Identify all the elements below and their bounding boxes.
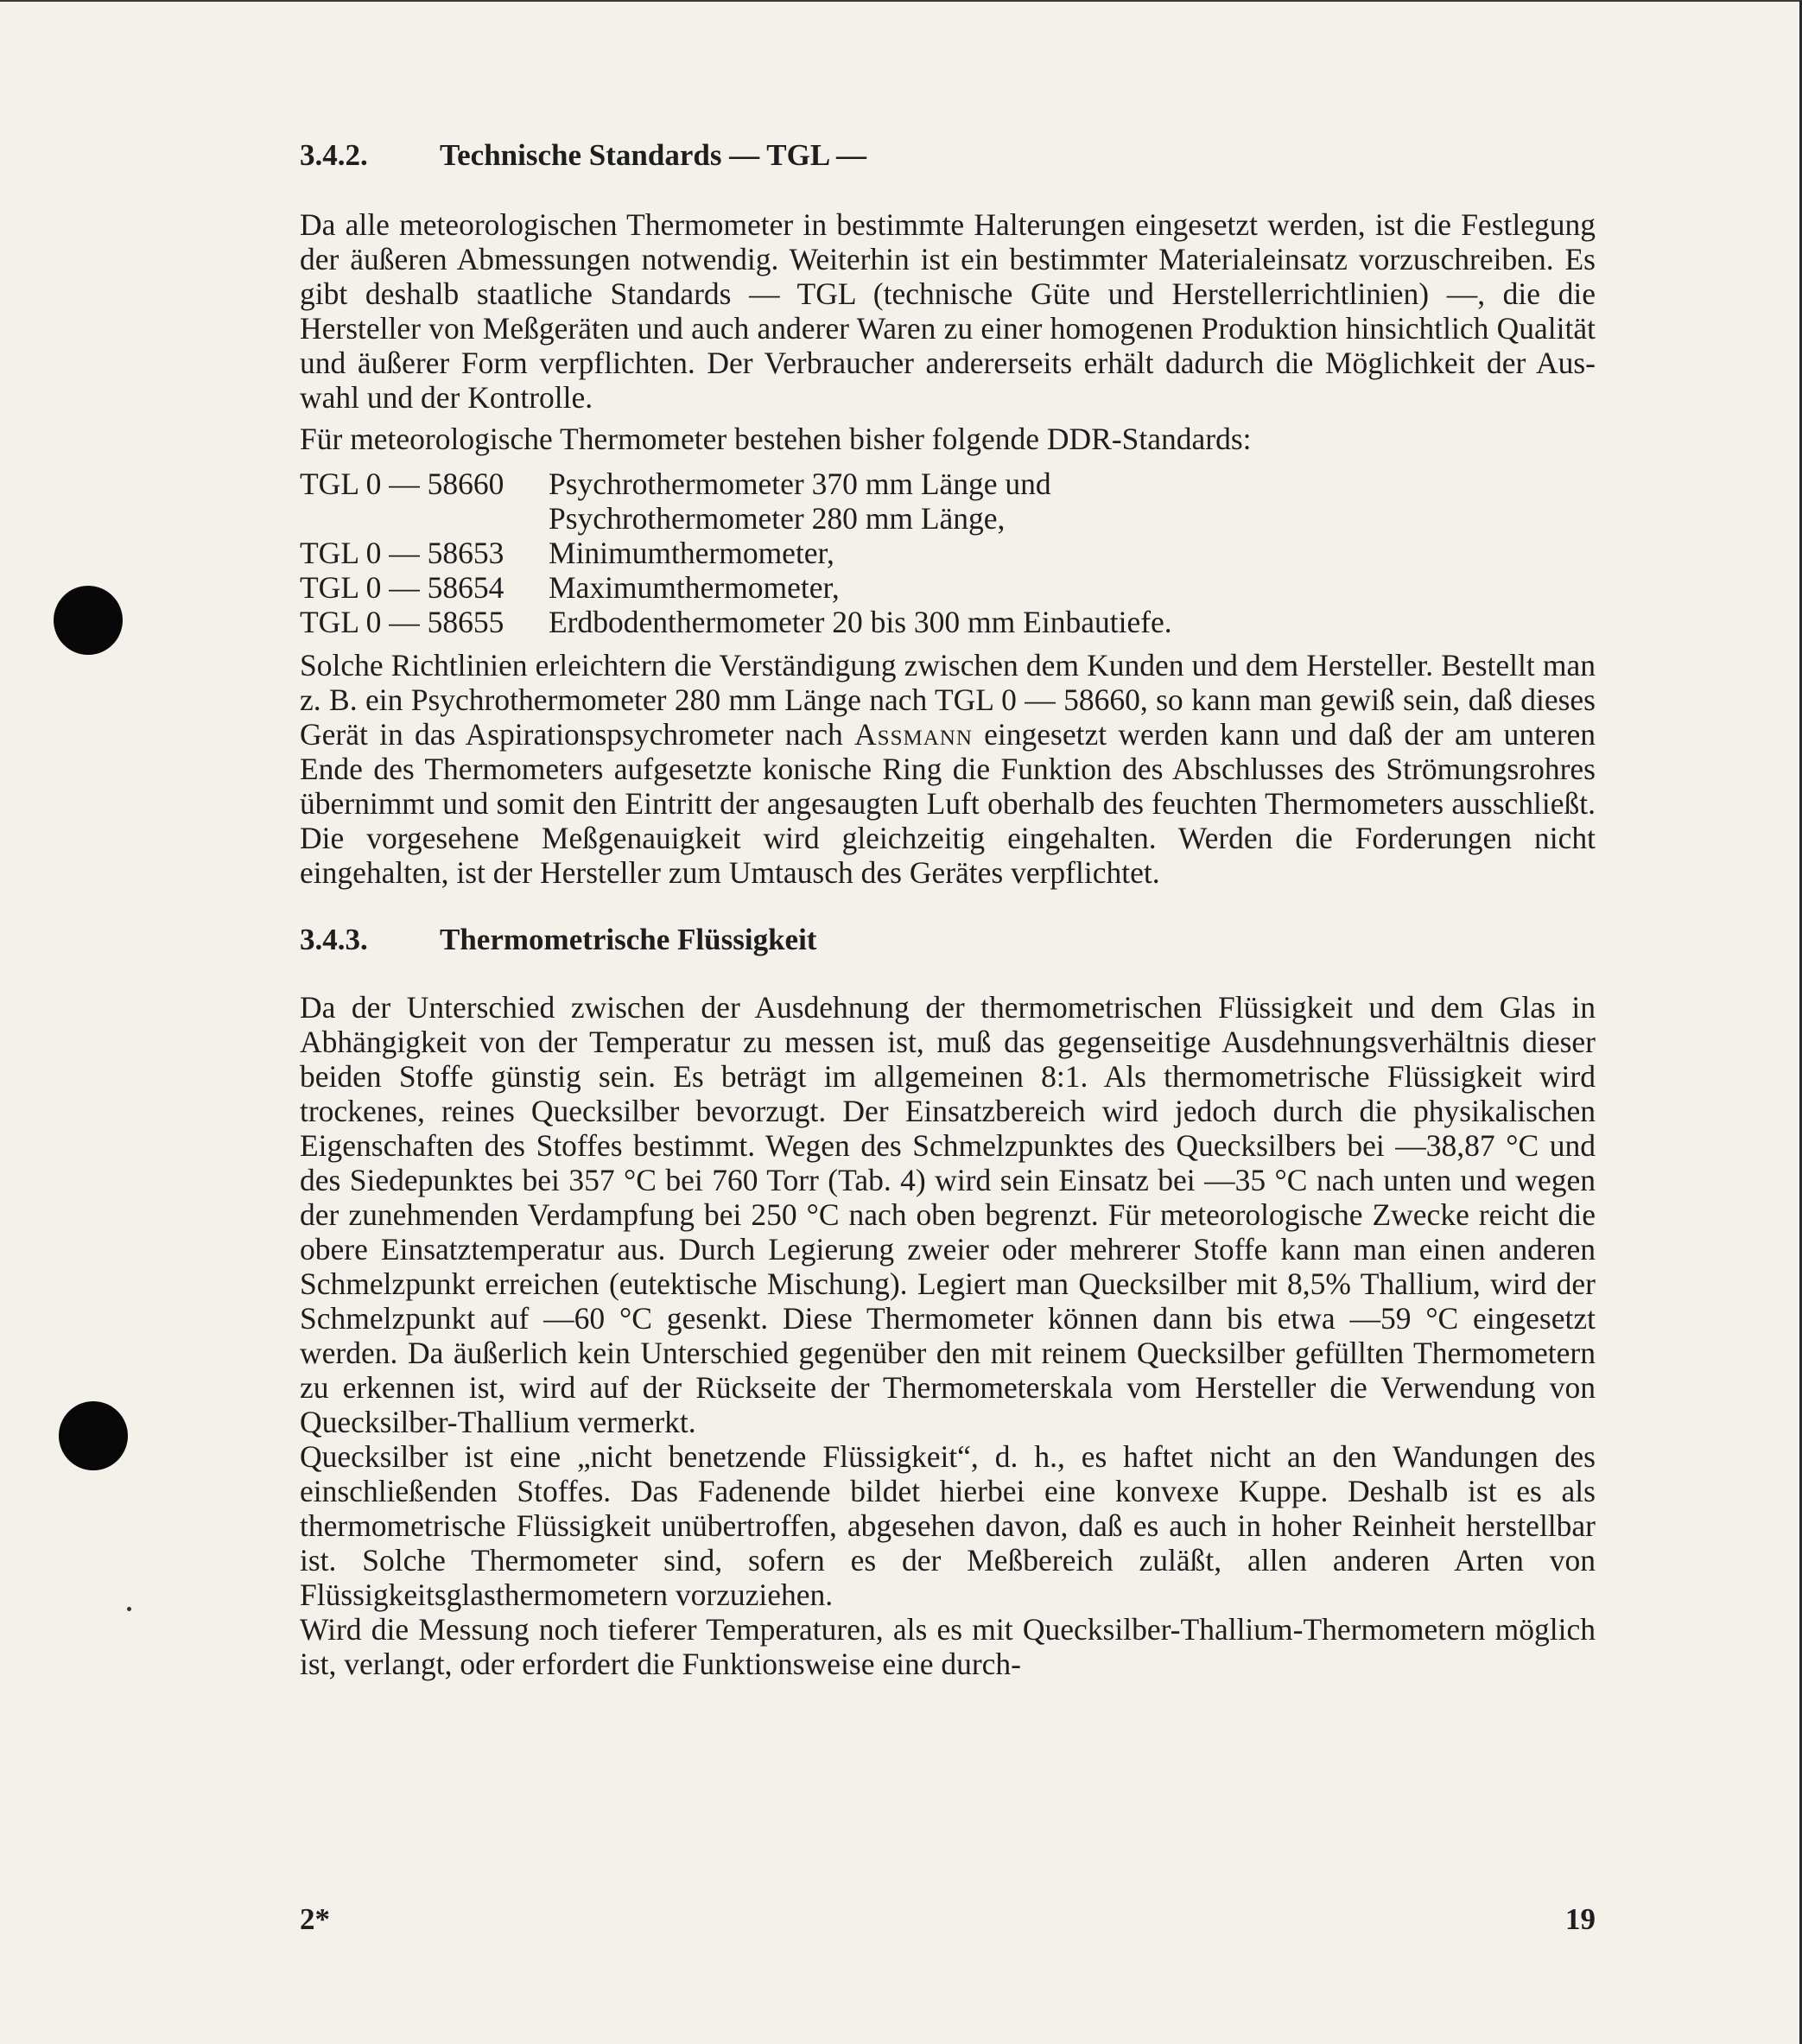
standards-list-item bbox=[300, 501, 1596, 536]
paper-speck bbox=[127, 1607, 131, 1611]
standard-code: TGL 0 — 58655 bbox=[300, 605, 504, 639]
standards-list-item bbox=[300, 536, 1596, 570]
standards-list-item bbox=[300, 605, 1596, 639]
standard-code: TGL 0 — 58654 bbox=[300, 570, 504, 605]
page-content bbox=[300, 138, 1596, 1681]
signature-mark: 2* bbox=[300, 1902, 330, 1936]
punch-hole bbox=[54, 586, 123, 655]
standard-description: Psychrothermometer 280 mm Länge, bbox=[549, 501, 1006, 536]
paragraph: Quecksilber ist eine „nicht benetzende Flüssigkeit“, d. h., es haftet nicht an den Wandungen des einschließenden Stoffes. Das Fadenende bildet hierbei eine konvexe Kuppe. Deshalb ist es als thermometrische Flüssigkeit unübertroffen, abgesehen davon, daß es auch in hoher Reinheit herstellbar ist. Solche Thermometer sind, sofern es der Meßbereich zuläßt, allen anderen Arten von Flüssigkeitsglasthermometern vorzuziehen. bbox=[300, 1439, 1596, 1612]
section-title: Thermometrische Flüssigkeit bbox=[440, 923, 817, 956]
standard-description: Psychrothermometer 370 mm Länge und bbox=[549, 467, 1051, 501]
standards-list-item bbox=[300, 570, 1596, 605]
paragraph-text: Solche Richtlinien erleichtern die Verständigung zwischen dem Kunden und dem Hersteller. Bestellt man z. B. ein Psychrothermometer 280 mm Länge nach TGL 0 — 58660, so kann man gewiß sein, daß dieses Gerät in das Aspirationspsychrometer nach bbox=[300, 648, 1596, 752]
author-name: Assmann bbox=[854, 717, 973, 752]
standard-description: Maximumthermometer, bbox=[549, 570, 840, 605]
standard-description: Erdbodenthermometer 20 bis 300 mm Einbautiefe. bbox=[549, 605, 1172, 639]
section-title: Technische Standards — TGL — bbox=[440, 138, 867, 172]
paragraph: Da der Unterschied zwischen der Ausdehnung der thermometrischen Flüssigkeit und dem Glas in Abhängigkeit von der Temperatur zu messen ist, muß das gegenseitige Ausdehnungsverhältnis dieser beiden Stoffe günstig sein. Es beträgt im allgemeinen 8:1. Als thermometrische Flüssigkeit wird trockenes, reines Quecksilber bevorzugt. Der Einsatzbereich wird jedoch durch die physikalischen Eigenschaften des Stoffes bestimmt. Wegen des Schmelzpunktes des Quecksilbers bei —38,87 °C und des Siedepunktes bei 357 °C bei 760 Torr (Tab. 4) wird sein Einsatz bei —35 °C nach unten und wegen der zunehmenden Verdampfung bei 250 °C nach oben begrenzt. Für meteorologische Zwecke reicht die obere Einsatztemperatur aus. Durch Legierung zweier oder mehrerer Stoffe kann man einen anderen Schmelzpunkt erreichen (eutektische Mischung). Legiert man Quecksilber mit 8,5% Thallium, wird der Schmelzpunkt auf —60 °C gesenkt. Diese Thermometer können dann bis etwa —59 °C eingesetzt werden. Da äußerlich kein Unterschied gegenüber den mit reinem Quecksilber gefüllten Thermometern zu erkennen ist, wird auf der Rückseite der Thermometerskala vom Hersteller die Verwendung von Quecksilber-Thallium vermerkt. bbox=[300, 990, 1596, 1439]
paragraph bbox=[300, 648, 1596, 890]
page-number: 19 bbox=[1565, 1902, 1596, 1936]
paragraph-text: eingesetzt werden kann und daß der am unteren Ende des Thermometers aufgesetzte konische Ring die Funktion des Abschlusses des Strömungsrohres übernimmt und somit den Eintritt der angesaugten Luft oberhalb des feuchten Thermometers ausschließt. Die vorgesehene Meßgenauigkeit wird gleichzeitig eingehalten. Werden die Forderungen nicht eingehalten, ist der Hersteller zum Umtausch des Gerätes verpflichtet. bbox=[300, 717, 1596, 890]
standards-list bbox=[300, 467, 1596, 639]
section-number: 3.4.2. bbox=[300, 138, 368, 172]
standard-code: TGL 0 — 58653 bbox=[300, 536, 504, 570]
section-heading bbox=[300, 923, 1596, 957]
paragraph: Wird die Messung noch tieferer Temperaturen, als es mit Quecksilber-Thallium-Thermometern möglich ist, verlangt, oder erfordert die Funktionsweise eine durch- bbox=[300, 1612, 1596, 1681]
standard-code: TGL 0 — 58660 bbox=[300, 467, 504, 501]
standards-list-item bbox=[300, 467, 1596, 501]
section-heading bbox=[300, 138, 1596, 173]
paragraph: Da alle meteorologischen Thermometer in bestimmte Halterungen eingesetzt werden, ist die Festlegung der äußeren Abmessungen notwendig. Weiterhin ist ein bestimmter Materialeinsatz vorzuschreiben. Es gibt deshalb staatliche Standards — TGL (technische Güte und Herstellerrichtlinien) —, die die Hersteller von Meßgeräten und auch anderer Waren zu einer homogenen Produktion hinsichtlich Qualität und äußerer Form verpflichten. Der Verbraucher andererseits erhält dadurch die Möglichkeit der Auswahl und der Kontrolle. bbox=[300, 207, 1596, 415]
standard-description: Minimumthermometer, bbox=[549, 536, 834, 570]
paragraph: Für meteorologische Thermometer bestehen bisher folgende DDR-Standards: bbox=[300, 422, 1252, 456]
section-number: 3.4.3. bbox=[300, 923, 368, 956]
punch-hole bbox=[59, 1401, 128, 1470]
